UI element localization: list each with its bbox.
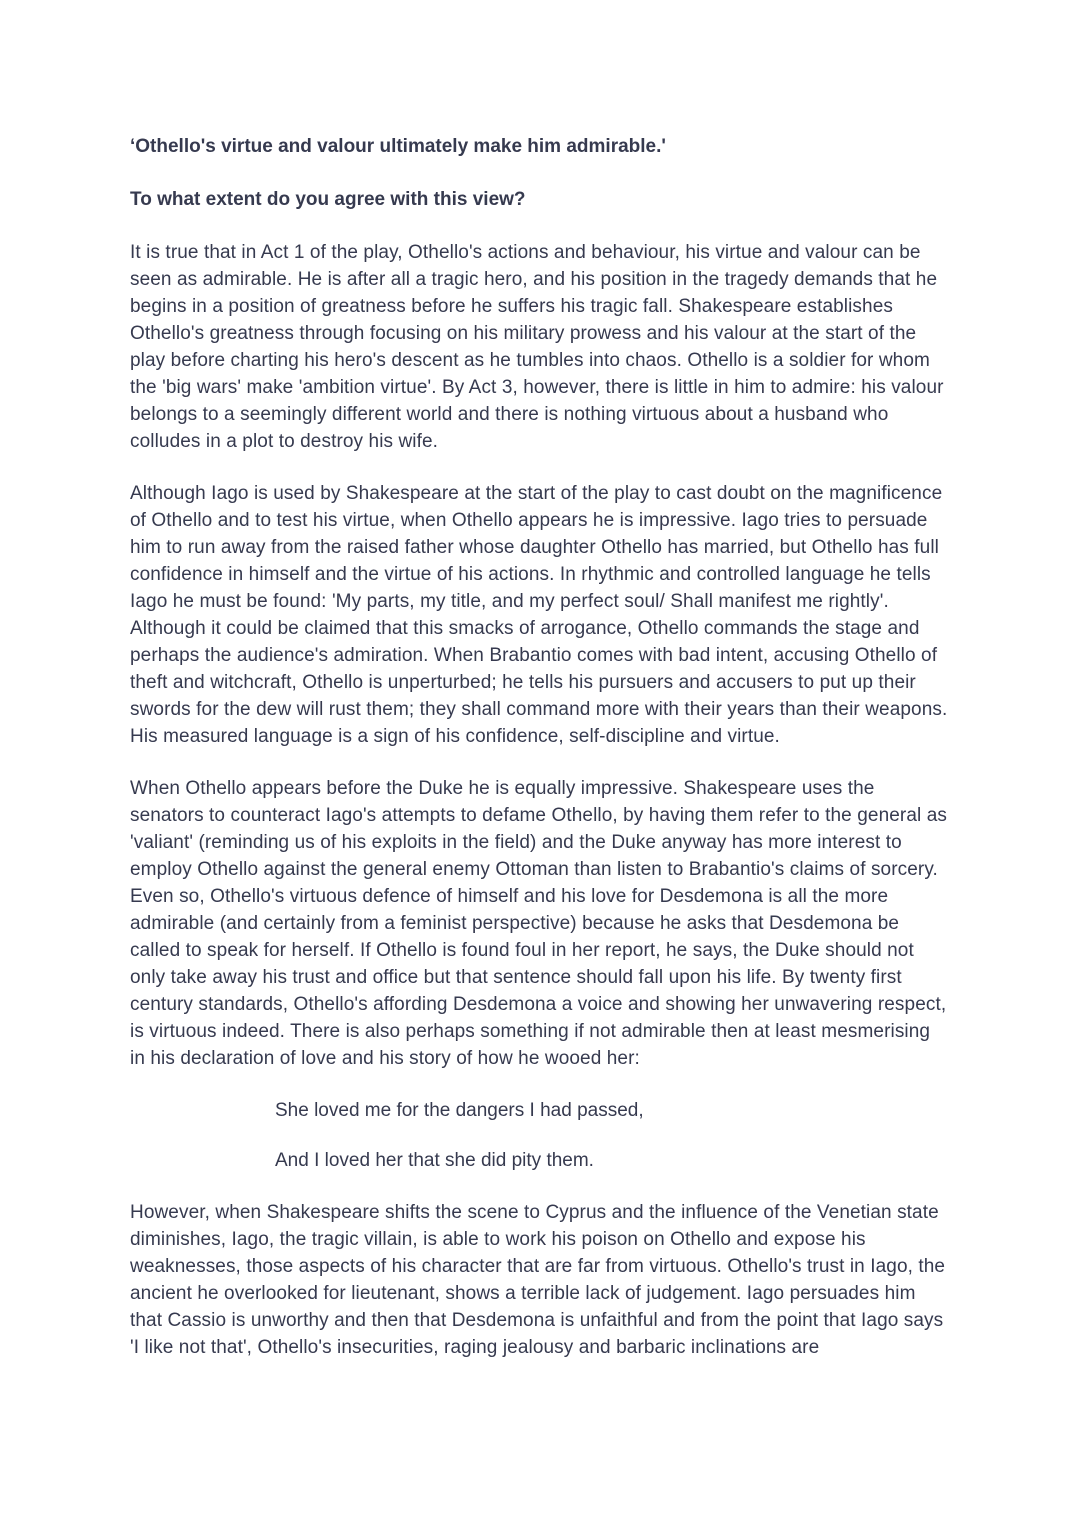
essay-title: ‘Othello's virtue and valour ultimately make him admirable.'	[130, 136, 666, 157]
paragraph-1: It is true that in Act 1 of the play, Othello's actions and behaviour, his virtue and valour can be seen as admirable. He is after all a tragic hero, and his position in the tragedy demands that he begins in a position of greatness before he suffers his tragic fall. Shakespeare establishes Othello's greatness through focusing on his military prowess and his valour at the start of the play before charting his hero's descent as he tumbles into chaos. Othello is a soldier for whom the 'big wars' make 'ambition virtue'. By Act 3, however, there is little in him to admire: his valour belongs to a seemingly different world and there is nothing virtuous about a husband who colludes in a plot to destroy his wife.	[130, 242, 944, 452]
quote-line-2: And I loved her that she did pity them.	[275, 1150, 594, 1171]
paragraph-4: However, when Shakespeare shifts the scene to Cyprus and the influence of the Venetian state diminishes, Iago, the tragic villain, is able to work his poison on Othello and expose his weaknesses, those aspects of his character that are far from virtuous. Othello's trust in Iago, the ancient he overlooked for lieutenant, shows a terrible lack of judgement. Iago persuades him that Cassio is unworthy and then that Desdemona is unfaithful and from the point that Iago says 'I like not that', Othello's insecurities, raging jealousy and barbaric inclinations are	[130, 1202, 946, 1358]
quote-line-1: She loved me for the dangers I had passed,	[275, 1100, 644, 1121]
verse-quote	[130, 1097, 950, 1174]
paragraph-3: When Othello appears before the Duke he is equally impressive. Shakespeare uses the senators to counteract Iago's attempts to defame Othello, by having them refer to the general as 'valiant' (reminding us of his exploits in the field) and the Duke anyway has more interest to employ Othello against the general enemy Ottoman than listen to Brabantio's claims of sorcery. Even so, Othello's virtuous defence of himself and his love for Desdemona is all the more admirable (and certainly from a feminist perspective) because he asks that Desdemona be called to speak for herself. If Othello is found foul in her report, he says, the Duke should not only take away his trust and office but that sentence should fall upon his life. By twenty first century standards, Othello's affording Desdemona a voice and showing her unwavering respect, is virtuous indeed. There is also perhaps something if not admirable then at least mesmerising in his declaration of love and his story of how he wooed her:	[130, 778, 947, 1069]
essay-question: To what extent do you agree with this view?	[130, 189, 526, 210]
paragraph-2: Although Iago is used by Shakespeare at the start of the play to cast doubt on the magnificence of Othello and to test his virtue, when Othello appears he is impressive. Iago tries to persuade him to run away from the raised father whose daughter Othello has married, but Othello has full confidence in himself and the virtue of his actions. In rhythmic and controlled language he tells Iago he must be found: 'My parts, my title, and my perfect soul/ Shall manifest me rightly'. Although it could be claimed that this smacks of arrogance, Othello commands the stage and perhaps the audience's admiration. When Brabantio comes with bad intent, accusing Othello of theft and witchcraft, Othello is unperturbed; he tells his pursuers and accusers to put up their swords for the dew will rust them; they shall command more with their years than their weapons. His measured language is a sign of his confidence, self-discipline and virtue.	[130, 483, 948, 747]
